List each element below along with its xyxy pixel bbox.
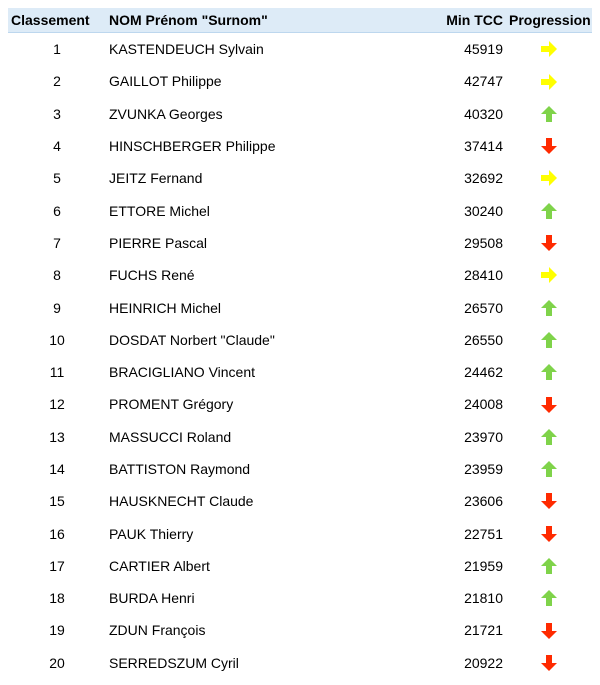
arrow-up-icon — [540, 202, 558, 220]
arrow-down-icon-shape — [541, 138, 557, 154]
min-tcc-cell: 24462 — [464, 364, 503, 381]
table-header — [8, 8, 592, 33]
progression-cell — [506, 291, 592, 323]
arrow-down-icon-shape — [541, 623, 557, 639]
name-cell: BRACIGLIANO Vincent — [109, 364, 256, 381]
min-tcc-cell: 42747 — [464, 73, 503, 90]
arrow-right-icon-shape — [541, 267, 557, 283]
name-cell: ZVUNKA Georges — [109, 105, 223, 122]
name-cell: PAUK Thierry — [109, 525, 194, 542]
min-tcc-cell: 24008 — [464, 396, 503, 413]
table-row — [8, 517, 592, 549]
table-row — [8, 227, 592, 259]
arrow-up-icon — [540, 299, 558, 317]
min-tcc-cell: 21959 — [464, 557, 503, 574]
rank-cell: 4 — [53, 138, 61, 155]
rank-cell: 9 — [53, 299, 61, 316]
rank-cell: 6 — [53, 202, 61, 219]
name-cell: PROMENT Grégory — [109, 396, 234, 413]
arrow-up-icon-shape — [541, 203, 557, 219]
arrow-up-icon — [540, 428, 558, 446]
rank-cell: 18 — [49, 590, 65, 607]
arrow-down-icon — [540, 137, 558, 155]
arrow-right-icon-shape — [541, 170, 557, 186]
name-cell: HAUSKNECHT Claude — [109, 493, 254, 510]
arrow-down-icon-shape — [541, 397, 557, 413]
rank-cell: 11 — [49, 364, 65, 381]
min-tcc-cell: 29508 — [464, 234, 503, 251]
rank-cell: 10 — [49, 331, 65, 348]
progression-cell — [506, 194, 592, 226]
name-cell: SERREDSZUM Cyril — [109, 654, 239, 671]
arrow-up-icon-shape — [541, 461, 557, 477]
arrow-right-icon — [540, 40, 558, 58]
arrow-up-icon — [540, 589, 558, 607]
arrow-down-icon — [540, 234, 558, 252]
progression-cell — [506, 324, 592, 356]
arrow-right-icon — [540, 266, 558, 284]
min-tcc-cell: 21810 — [464, 590, 503, 607]
table-row — [8, 33, 592, 66]
arrow-right-icon-shape — [541, 41, 557, 57]
header-min-tcc: Min TCC — [392, 8, 506, 33]
name-cell: HINSCHBERGER Philippe — [109, 138, 276, 155]
arrow-down-icon — [540, 525, 558, 543]
progression-cell — [506, 517, 592, 549]
progression-cell — [506, 647, 592, 679]
table-row — [8, 291, 592, 323]
min-tcc-cell: 20922 — [464, 654, 503, 671]
table-row — [8, 130, 592, 162]
arrow-down-icon-shape — [541, 493, 557, 509]
table-row — [8, 98, 592, 130]
table-row — [8, 259, 592, 291]
table-row — [8, 162, 592, 194]
progression-cell — [506, 614, 592, 646]
progression-cell — [506, 388, 592, 420]
table-row — [8, 194, 592, 226]
progression-cell — [506, 98, 592, 130]
arrow-up-icon — [540, 331, 558, 349]
ranking-table — [8, 8, 592, 679]
name-cell: ZDUN François — [109, 622, 206, 639]
table-row — [8, 647, 592, 679]
table-row — [8, 485, 592, 517]
min-tcc-cell: 30240 — [464, 202, 503, 219]
name-cell: GAILLOT Philippe — [109, 73, 222, 90]
arrow-down-icon — [540, 622, 558, 640]
progression-cell — [506, 453, 592, 485]
arrow-down-icon — [540, 654, 558, 672]
arrow-up-icon-shape — [541, 558, 557, 574]
rank-cell: 7 — [53, 234, 61, 251]
arrow-right-icon — [540, 73, 558, 91]
progression-cell — [506, 33, 592, 66]
min-tcc-cell: 40320 — [464, 105, 503, 122]
arrow-up-icon — [540, 557, 558, 575]
name-cell: PIERRE Pascal — [109, 234, 208, 251]
arrow-down-icon — [540, 492, 558, 510]
progression-cell — [506, 421, 592, 453]
name-cell: JEITZ Fernand — [109, 170, 203, 187]
header-rank: Classement — [8, 8, 106, 33]
name-cell: KASTENDEUCH Sylvain — [109, 41, 264, 58]
arrow-up-icon — [540, 460, 558, 478]
table-body — [8, 33, 592, 679]
min-tcc-cell: 23970 — [464, 428, 503, 445]
rank-cell: 8 — [53, 267, 61, 284]
table-row — [8, 65, 592, 97]
table-row — [8, 550, 592, 582]
min-tcc-cell: 28410 — [464, 267, 503, 284]
rank-cell: 20 — [49, 654, 65, 671]
arrow-down-icon-shape — [541, 235, 557, 251]
name-cell: HEINRICH Michel — [109, 299, 222, 316]
rank-cell: 2 — [53, 73, 61, 90]
table-row — [8, 614, 592, 646]
rank-cell: 5 — [53, 170, 61, 187]
min-tcc-cell: 22751 — [464, 525, 503, 542]
arrow-down-icon-shape — [541, 526, 557, 542]
progression-cell — [506, 550, 592, 582]
rank-cell: 16 — [49, 525, 65, 542]
min-tcc-cell: 26570 — [464, 299, 503, 316]
arrow-up-icon-shape — [541, 364, 557, 380]
name-cell: BURDA Henri — [109, 590, 195, 607]
arrow-right-icon-shape — [541, 74, 557, 90]
rank-cell: 15 — [49, 493, 65, 510]
progression-cell — [506, 162, 592, 194]
progression-cell — [506, 130, 592, 162]
min-tcc-cell: 37414 — [464, 138, 503, 155]
min-tcc-cell: 26550 — [464, 331, 503, 348]
name-cell: FUCHS René — [109, 267, 195, 284]
rank-cell: 3 — [53, 105, 61, 122]
arrow-down-icon-shape — [541, 655, 557, 671]
rank-cell: 19 — [49, 622, 65, 639]
arrow-down-icon — [540, 396, 558, 414]
table-row — [8, 421, 592, 453]
arrow-up-icon-shape — [541, 332, 557, 348]
header-progression: Progression — [506, 8, 592, 33]
progression-cell — [506, 582, 592, 614]
header-name: NOM Prénom "Surnom" — [106, 8, 392, 33]
rank-cell: 1 — [53, 41, 61, 58]
min-tcc-cell: 32692 — [464, 170, 503, 187]
rank-cell: 12 — [49, 396, 65, 413]
name-cell: BATTISTON Raymond — [109, 461, 251, 477]
min-tcc-cell: 21721 — [464, 622, 503, 639]
min-tcc-cell: 23606 — [464, 493, 503, 510]
progression-cell — [506, 356, 592, 388]
arrow-up-icon-shape — [541, 429, 557, 445]
table-row — [8, 453, 592, 485]
arrow-up-icon-shape — [541, 300, 557, 316]
name-cell: CARTIER Albert — [109, 557, 210, 574]
progression-cell — [506, 65, 592, 97]
min-tcc-cell: 45919 — [464, 41, 503, 58]
table-row — [8, 582, 592, 614]
progression-cell — [506, 227, 592, 259]
name-cell: MASSUCCI Roland — [109, 428, 232, 445]
arrow-right-icon — [540, 169, 558, 187]
arrow-up-icon — [540, 105, 558, 123]
rank-cell: 13 — [49, 428, 65, 445]
table-row — [8, 356, 592, 388]
progression-cell — [506, 485, 592, 517]
rank-cell: 17 — [49, 557, 65, 574]
table-row — [8, 388, 592, 420]
table-row — [8, 324, 592, 356]
arrow-up-icon-shape — [541, 590, 557, 606]
header-row — [8, 8, 592, 33]
rank-cell: 14 — [49, 461, 65, 477]
arrow-up-icon-shape — [541, 106, 557, 122]
progression-cell — [506, 259, 592, 291]
arrow-up-icon — [540, 363, 558, 381]
name-cell: ETTORE Michel — [109, 202, 210, 219]
min-tcc-cell: 23959 — [464, 461, 503, 477]
name-cell: DOSDAT Norbert "Claude" — [109, 331, 275, 348]
